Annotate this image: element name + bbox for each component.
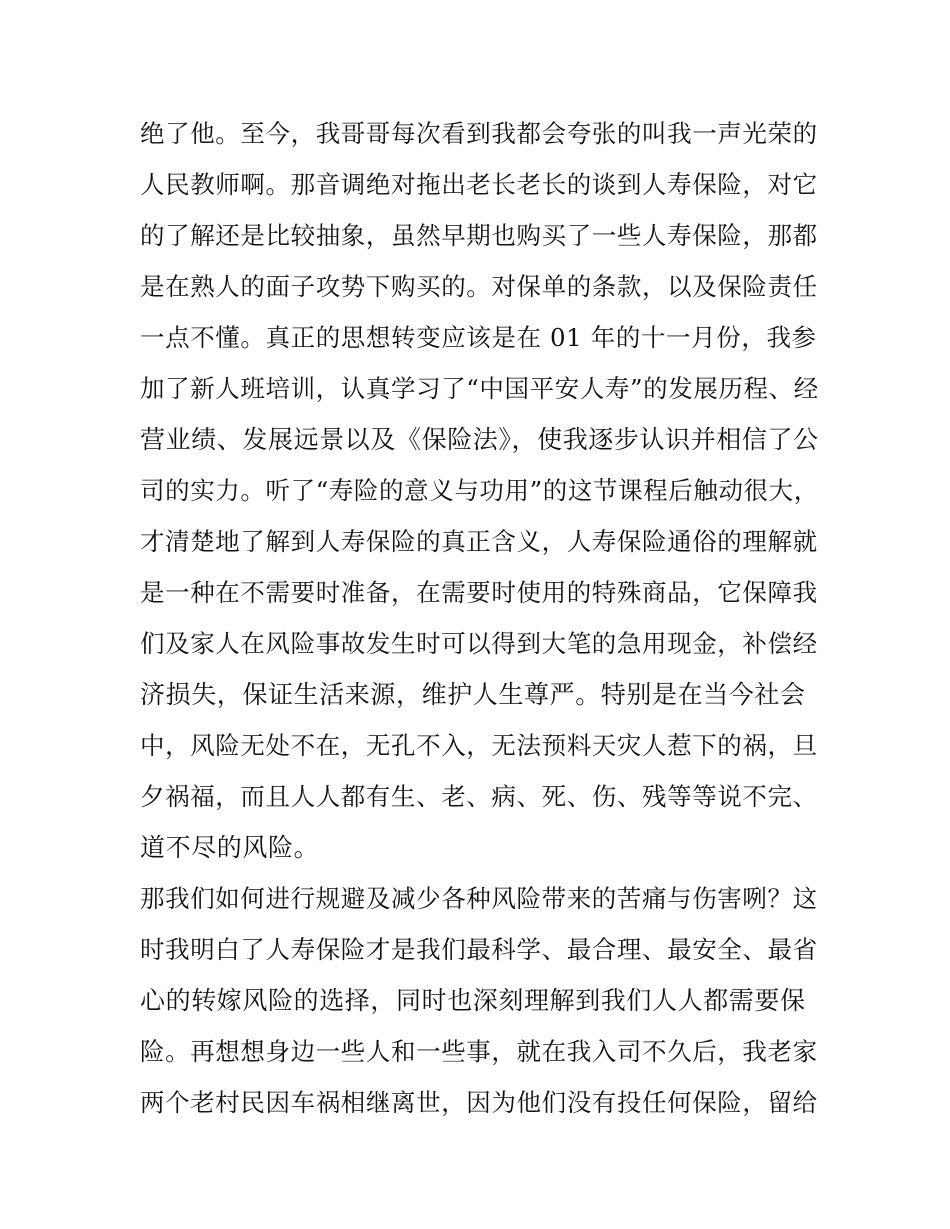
text-line: 中，风险无处不在，无孔不入，无法预料天灾人惹下的祸，旦 [140, 731, 818, 760]
text-line: 道不尽的风险。 [140, 833, 320, 862]
text-line: 心的转嫁风险的选择，同时也深刻理解到我们人人都需要保 [140, 986, 806, 1015]
text-line: 们及家人在风险事故发生时可以得到大笔的急用现金，补偿经 [140, 629, 818, 658]
text-line: 是在熟人的面子攻势下购买的。对保单的条款，以及保险责任 [140, 272, 818, 301]
body-text [140, 108, 820, 1128]
text-line: 司的实力。听了“寿险的意义与功用”的这节课程后触动很大， [140, 476, 819, 505]
text-line: 营业绩、发展远景以及《保险法》，使我逐步认识并相信了公 [140, 425, 819, 454]
text-line: 两个老村民因车祸相继离世，因为他们没有投任何保险，留给 [140, 1088, 818, 1117]
text-line: 那我们如何进行规避及减少各种风险带来的苦痛与伤害咧？这 [140, 884, 818, 913]
text-line: 加了新人班培训，认真学习了“中国平安人寿”的发展历程、经 [140, 374, 819, 403]
text-line: 才清楚地了解到人寿保险的真正含义，人寿保险通俗的理解就 [140, 527, 818, 556]
text-line: 绝了他。至今，我哥哥每次看到我都会夸张的叫我一声光荣的 [140, 119, 818, 148]
text-line: 一点不懂。真正的思想转变应该是在 01 年的十一月份，我参 [140, 323, 817, 352]
text-line: 险。再想想身边一些人和一些事，就在我入司不久后，我老家 [140, 1037, 818, 1066]
text-line: 的了解还是比较抽象，虽然早期也购买了一些人寿保险，那都 [140, 221, 818, 250]
text-line: 人民教师啊。那音调绝对拖出老长老长的谈到人寿保险，对它 [140, 170, 818, 199]
text-line: 是一种在不需要时准备，在需要时使用的特殊商品，它保障我 [140, 578, 818, 607]
text-line: 济损失，保证生活来源，维护人生尊严。特别是在当今社会 [140, 680, 806, 709]
text-line: 时我明白了人寿保险才是我们最科学、最合理、最安全、最省 [140, 935, 818, 964]
text-line: 夕祸福，而且人人都有生、老、病、死、伤、残等等说不完、 [140, 782, 818, 811]
